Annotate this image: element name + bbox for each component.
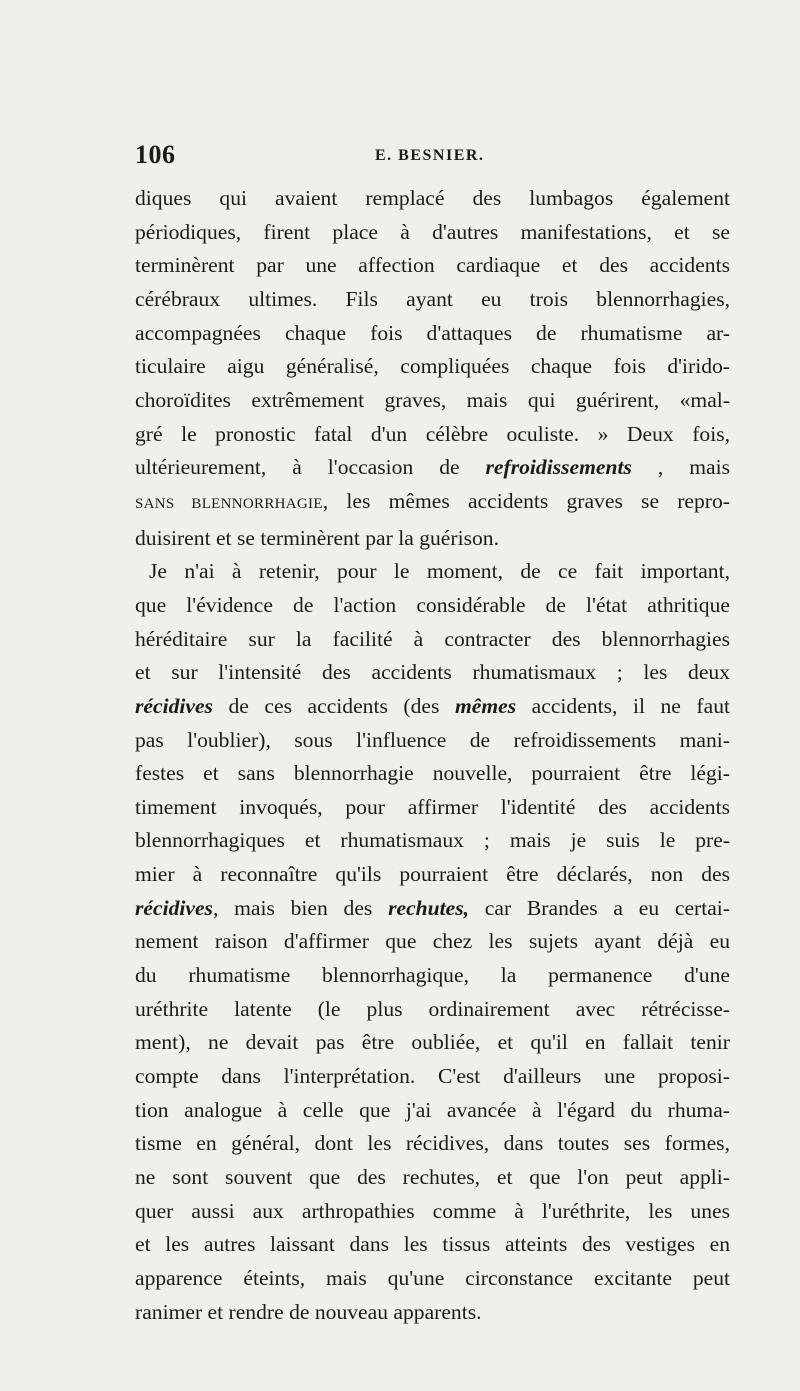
text-line: festes et sans blennorrhagie nouvelle, pourraient être légi-: [135, 761, 730, 786]
text-line: cérébraux ultimes. Fils ayant eu trois blennorrhagies,: [135, 286, 730, 311]
text-line: Je n'ai à retenir, pour le moment, de ce fait important,: [149, 559, 730, 584]
emphasis: récidives: [135, 895, 213, 920]
emphasis: mêmes: [454, 693, 517, 718]
text-line: tion analogue à celle que j'ai avancée à l'égard du rhuma-: [135, 1097, 730, 1122]
text-line: uréthrite latente (le plus ordinairement avec rétrécisse-: [135, 996, 730, 1021]
text-line: que l'évidence de l'action considérable de l'état athritique: [135, 592, 730, 617]
text-line: héréditaire sur la facilité à contracter des blennorrhagies: [135, 626, 730, 651]
text-line: mier à reconnaître qu'ils pourraient être déclarés, non des: [135, 862, 730, 887]
text-line: pas l'oublier), sous l'influence de refroidissements mani-: [135, 727, 730, 752]
body-text: [135, 182, 730, 1329]
text-line: choroïdites extrêmement graves, mais qui guérirent, «mal-: [135, 387, 730, 412]
text-line: compte dans l'interprétation. C'est d'ailleurs une proposi-: [135, 1064, 730, 1089]
text-line: périodiques, firent place à d'autres manifestations, et se: [135, 219, 730, 244]
text-line: blennorrhagiques et rhumatismaux ; mais je suis le pre-: [135, 828, 730, 853]
text-line: diques qui avaient remplacé des lumbagos également: [135, 186, 730, 210]
text-line: nement raison d'affirmer que chez les sujets ayant déjà eu: [135, 929, 730, 954]
text-line: duisirent et se terminèrent par la guérison.: [135, 525, 499, 550]
text-line: accompagnées chaque fois d'attaques de rhumatisme ar-: [135, 320, 730, 345]
text-line: et sur l'intensité des accidents rhumatismaux ; les deux: [135, 660, 730, 685]
text-line: ment), ne devait pas être oubliée, et qu'il en fallait tenir: [135, 1030, 730, 1055]
text-line: timement invoqués, pour affirmer l'identité des accidents: [135, 794, 730, 819]
page-header: [135, 140, 730, 176]
text-line: ticulaire aigu généralisé, compliquées chaque fois d'irido-: [135, 354, 730, 379]
text-line: du rhumatisme blennorrhagique, la permanence d'une: [135, 963, 730, 988]
small-caps: SANS BLENNORRHAGIE: [135, 495, 323, 512]
text-line: et les autres laissant dans les tissus atteints des vestiges en: [135, 1232, 730, 1257]
text-line: terminèrent par une affection cardiaque et des accidents: [135, 253, 730, 278]
page-number: 106: [135, 140, 176, 169]
emphasis: rechutes,: [388, 895, 470, 920]
text-line: quer aussi aux arthropathies comme à l'uréthrite, les unes: [135, 1198, 730, 1223]
text-line: ne sont souvent que des rechutes, et que l'on peut appli-: [135, 1165, 730, 1190]
text-line: récidives de ces accidents (des mêmes accidents, il ne faut: [135, 693, 730, 718]
text-line: SANS BLENNORRHAGIE, les mêmes accidents graves se repro-: [135, 488, 730, 513]
emphasis: récidives: [135, 693, 213, 718]
text-line: tisme en général, dont les récidives, dans toutes ses formes,: [135, 1131, 730, 1156]
text-line: récidives, mais bien des rechutes, car Brandes a eu certai-: [135, 895, 730, 920]
text-line: ranimer et rendre de nouveau apparents.: [135, 1299, 482, 1324]
text-line: gré le pronostic fatal d'un célèbre oculiste. » Deux fois,: [135, 421, 730, 446]
running-head: E. BESNIER.: [375, 147, 485, 164]
text-line: apparence éteints, mais qu'une circonstance excitante peut: [135, 1266, 730, 1290]
text-line: ultérieurement, à l'occasion de refroidissements , mais: [135, 455, 730, 480]
emphasis: refroidissements: [485, 455, 632, 480]
